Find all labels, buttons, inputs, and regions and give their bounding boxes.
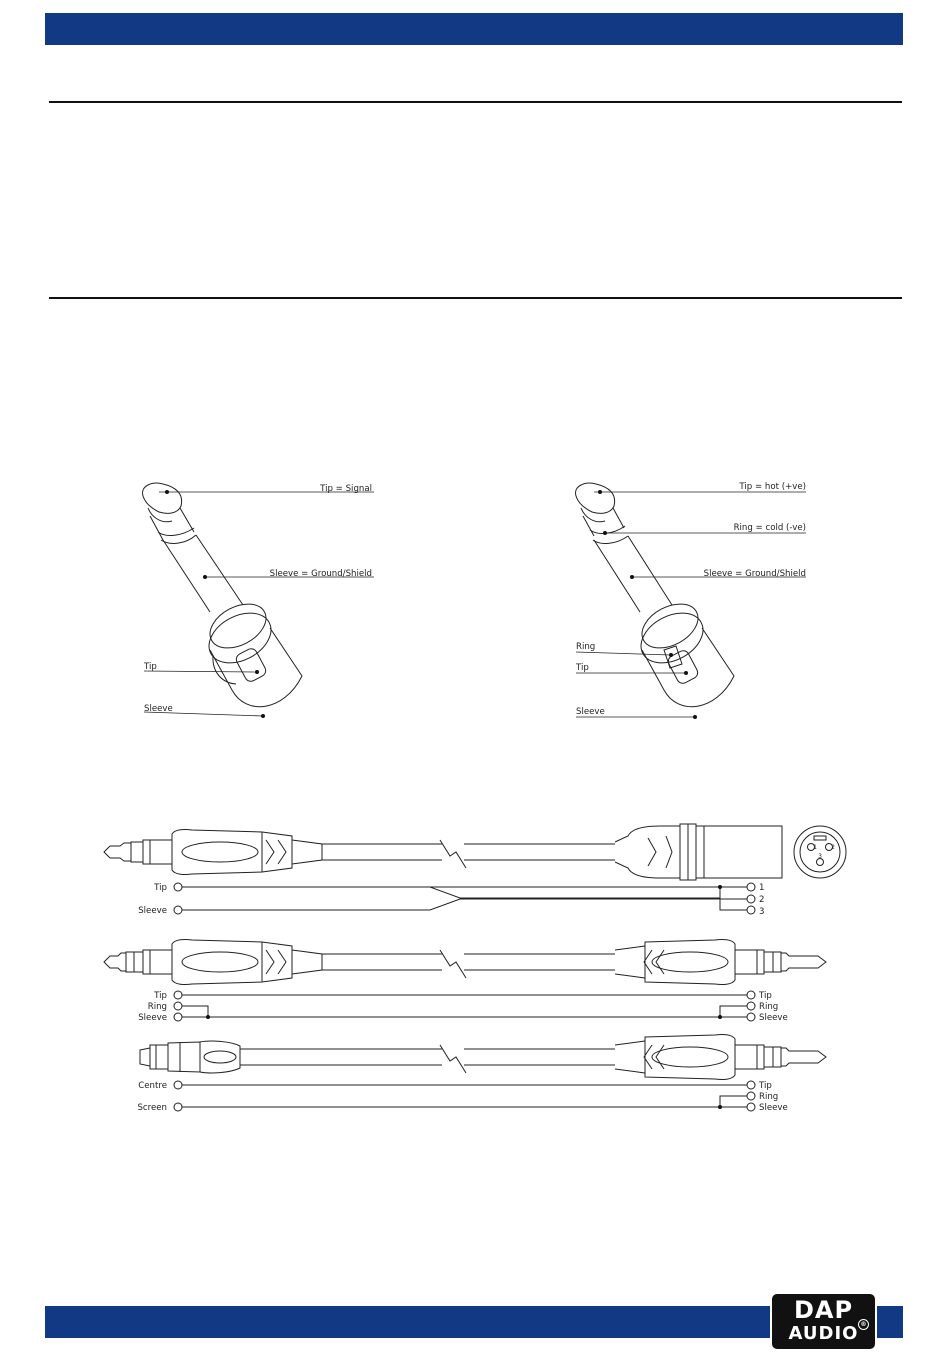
xlr-pin-3: 3: [818, 853, 822, 860]
c3-left-centre: Centre: [138, 1081, 167, 1091]
xlr-pin-2: 2: [831, 844, 835, 851]
c3-right-tip: Tip: [759, 1081, 772, 1091]
c3-right-ring: Ring: [759, 1092, 779, 1102]
label-stereo-sleeve: Sleeve: [576, 707, 605, 717]
c2-right-tip: Tip: [759, 991, 772, 1001]
label-stereo-ring-cold: Ring = cold (-ve): [733, 523, 806, 533]
c2-right-ring: Ring: [759, 1002, 779, 1012]
cable-2-wiring: [174, 991, 755, 1021]
label-stereo-ring: Ring: [576, 642, 596, 652]
cable-2-drawing: [104, 939, 826, 984]
dap-audio-logo: [770, 1292, 877, 1351]
c1-left-tip: Tip: [154, 883, 167, 893]
junction-dots: [165, 490, 722, 1109]
label-stereo-tip-hot: Tip = hot (+ve): [739, 482, 806, 492]
c2-right-sleeve: Sleeve: [759, 1013, 788, 1023]
c2-left-sleeve: Sleeve: [138, 1013, 167, 1023]
c1-right-1: 1: [759, 883, 765, 893]
cable-3-drawing: [140, 1034, 826, 1079]
label-mono-sleeve-ground: Sleeve = Ground/Shield: [269, 569, 372, 579]
label-stereo-sleeve-ground: Sleeve = Ground/Shield: [703, 569, 806, 579]
c1-right-3: 3: [759, 907, 765, 917]
mono-jack-illustration: [143, 483, 302, 707]
label-stereo-tip: Tip: [576, 663, 589, 673]
cable-3-wiring: [174, 1081, 755, 1111]
c2-left-tip: Tip: [154, 991, 167, 1001]
c1-right-2: 2: [759, 895, 765, 905]
c3-left-screen: Screen: [137, 1103, 167, 1113]
logo-text-audio: AUDIO: [788, 1323, 859, 1344]
cable-1-drawing: [104, 824, 846, 880]
xlr-pin-1: 1: [813, 844, 817, 851]
c3-right-sleeve: Sleeve: [759, 1103, 788, 1113]
cable-1-wiring: [174, 883, 755, 914]
logo-text-dap: DAP: [793, 1296, 854, 1324]
c1-left-sleeve: Sleeve: [138, 906, 167, 916]
c2-left-ring: Ring: [147, 1002, 167, 1012]
label-mono-tip: Tip: [144, 662, 157, 672]
label-mono-sleeve: Sleeve: [144, 704, 173, 714]
registered-mark: ®: [858, 1319, 869, 1330]
label-mono-tip-signal: Tip = Signal: [320, 484, 372, 494]
